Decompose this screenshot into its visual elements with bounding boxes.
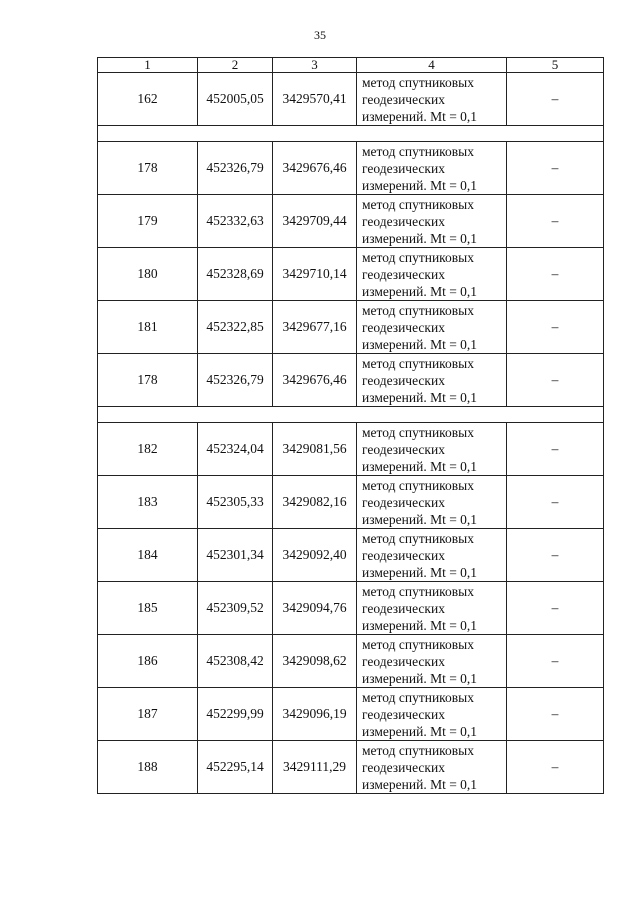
method-cell	[357, 354, 507, 407]
y-coordinate-cell: 3429098,62	[273, 635, 357, 688]
point-number-cell: 179	[98, 195, 198, 248]
table-row	[98, 582, 604, 635]
note-cell: –	[507, 582, 604, 635]
method-line: измерений. Mt = 0,1	[362, 670, 478, 686]
y-coordinate-cell: 3429676,46	[273, 142, 357, 195]
method-line: метод спутниковых	[362, 424, 474, 440]
point-number-cell: 178	[98, 142, 198, 195]
point-number-cell: 185	[98, 582, 198, 635]
method-line: геодезических	[362, 91, 445, 107]
method-line: геодезических	[362, 319, 445, 335]
method-cell	[357, 529, 507, 582]
column-header-5: 5	[507, 58, 604, 73]
method-line: метод спутниковых	[362, 74, 474, 90]
note-cell: –	[507, 354, 604, 407]
point-number-cell: 186	[98, 635, 198, 688]
x-coordinate-cell: 452328,69	[198, 248, 273, 301]
separator-cell	[98, 407, 604, 423]
method-line: метод спутниковых	[362, 302, 474, 318]
note-cell: –	[507, 423, 604, 476]
method-cell	[357, 142, 507, 195]
method-line: геодезических	[362, 547, 445, 563]
x-coordinate-cell: 452326,79	[198, 142, 273, 195]
method-cell	[357, 741, 507, 794]
method-line: метод спутниковых	[362, 355, 474, 371]
y-coordinate-cell: 3429096,19	[273, 688, 357, 741]
point-number-cell: 188	[98, 741, 198, 794]
table-row	[98, 635, 604, 688]
table-body	[98, 73, 604, 794]
point-number-cell: 181	[98, 301, 198, 354]
method-line: метод спутниковых	[362, 742, 474, 758]
x-coordinate-cell: 452299,99	[198, 688, 273, 741]
method-cell	[357, 248, 507, 301]
method-line: геодезических	[362, 441, 445, 457]
point-number-cell: 162	[98, 73, 198, 126]
note-cell: –	[507, 301, 604, 354]
method-line: геодезических	[362, 759, 445, 775]
method-line: геодезических	[362, 600, 445, 616]
method-line: измерений. Mt = 0,1	[362, 564, 478, 580]
method-line: геодезических	[362, 160, 445, 176]
separator-cell	[98, 126, 604, 142]
method-cell	[357, 688, 507, 741]
method-line: измерений. Mt = 0,1	[362, 511, 478, 527]
x-coordinate-cell: 452295,14	[198, 741, 273, 794]
method-cell	[357, 635, 507, 688]
method-line: геодезических	[362, 266, 445, 282]
table-row	[98, 688, 604, 741]
x-coordinate-cell: 452305,33	[198, 476, 273, 529]
method-line: измерений. Mt = 0,1	[362, 458, 478, 474]
method-line: измерений. Mt = 0,1	[362, 723, 478, 739]
y-coordinate-cell: 3429081,56	[273, 423, 357, 476]
point-number-cell: 183	[98, 476, 198, 529]
method-line: измерений. Mt = 0,1	[362, 776, 478, 792]
method-line: геодезических	[362, 653, 445, 669]
method-line: измерений. Mt = 0,1	[362, 283, 478, 299]
note-cell: –	[507, 476, 604, 529]
note-cell: –	[507, 195, 604, 248]
column-header-2: 2	[198, 58, 273, 73]
note-cell: –	[507, 142, 604, 195]
note-cell: –	[507, 688, 604, 741]
x-coordinate-cell: 452332,63	[198, 195, 273, 248]
y-coordinate-cell: 3429709,44	[273, 195, 357, 248]
method-line: метод спутниковых	[362, 249, 474, 265]
section-separator-row	[98, 407, 604, 423]
y-coordinate-cell: 3429570,41	[273, 73, 357, 126]
method-line: геодезических	[362, 372, 445, 388]
method-line: метод спутниковых	[362, 530, 474, 546]
x-coordinate-cell: 452005,05	[198, 73, 273, 126]
y-coordinate-cell: 3429677,16	[273, 301, 357, 354]
method-line: метод спутниковых	[362, 143, 474, 159]
method-cell	[357, 73, 507, 126]
y-coordinate-cell: 3429092,40	[273, 529, 357, 582]
section-separator-row	[98, 126, 604, 142]
x-coordinate-cell: 452322,85	[198, 301, 273, 354]
x-coordinate-cell: 452324,04	[198, 423, 273, 476]
method-line: геодезических	[362, 494, 445, 510]
x-coordinate-cell: 452308,42	[198, 635, 273, 688]
method-cell	[357, 476, 507, 529]
table-row	[98, 354, 604, 407]
method-cell	[357, 301, 507, 354]
note-cell: –	[507, 73, 604, 126]
note-cell: –	[507, 248, 604, 301]
point-number-cell: 184	[98, 529, 198, 582]
method-line: измерений. Mt = 0,1	[362, 389, 478, 405]
point-number-cell: 187	[98, 688, 198, 741]
x-coordinate-cell: 452309,52	[198, 582, 273, 635]
y-coordinate-cell: 3429676,46	[273, 354, 357, 407]
coordinates-table	[97, 57, 604, 794]
method-line: измерений. Mt = 0,1	[362, 108, 478, 124]
y-coordinate-cell: 3429082,16	[273, 476, 357, 529]
column-header-4: 4	[357, 58, 507, 73]
method-line: метод спутниковых	[362, 583, 474, 599]
method-line: метод спутниковых	[362, 689, 474, 705]
table-row	[98, 142, 604, 195]
method-line: измерений. Mt = 0,1	[362, 177, 478, 193]
y-coordinate-cell: 3429094,76	[273, 582, 357, 635]
table-row	[98, 301, 604, 354]
note-cell: –	[507, 529, 604, 582]
table-row	[98, 529, 604, 582]
column-header-3: 3	[273, 58, 357, 73]
point-number-cell: 180	[98, 248, 198, 301]
method-line: метод спутниковых	[362, 636, 474, 652]
x-coordinate-cell: 452326,79	[198, 354, 273, 407]
method-cell	[357, 582, 507, 635]
header-row	[98, 58, 604, 73]
point-number-cell: 178	[98, 354, 198, 407]
method-cell	[357, 423, 507, 476]
method-line: геодезических	[362, 213, 445, 229]
table-row	[98, 248, 604, 301]
method-line: измерений. Mt = 0,1	[362, 617, 478, 633]
note-cell: –	[507, 741, 604, 794]
column-header-1: 1	[98, 58, 198, 73]
method-line: метод спутниковых	[362, 196, 474, 212]
table-row	[98, 423, 604, 476]
table-row	[98, 195, 604, 248]
note-cell: –	[507, 635, 604, 688]
method-line: геодезических	[362, 706, 445, 722]
method-line: метод спутниковых	[362, 477, 474, 493]
y-coordinate-cell: 3429710,14	[273, 248, 357, 301]
page-number: 35	[314, 28, 326, 42]
table-row	[98, 741, 604, 794]
y-coordinate-cell: 3429111,29	[273, 741, 357, 794]
point-number-cell: 182	[98, 423, 198, 476]
method-line: измерений. Mt = 0,1	[362, 336, 478, 352]
table-row	[98, 73, 604, 126]
x-coordinate-cell: 452301,34	[198, 529, 273, 582]
method-cell	[357, 195, 507, 248]
method-line: измерений. Mt = 0,1	[362, 230, 478, 246]
table-row	[98, 476, 604, 529]
